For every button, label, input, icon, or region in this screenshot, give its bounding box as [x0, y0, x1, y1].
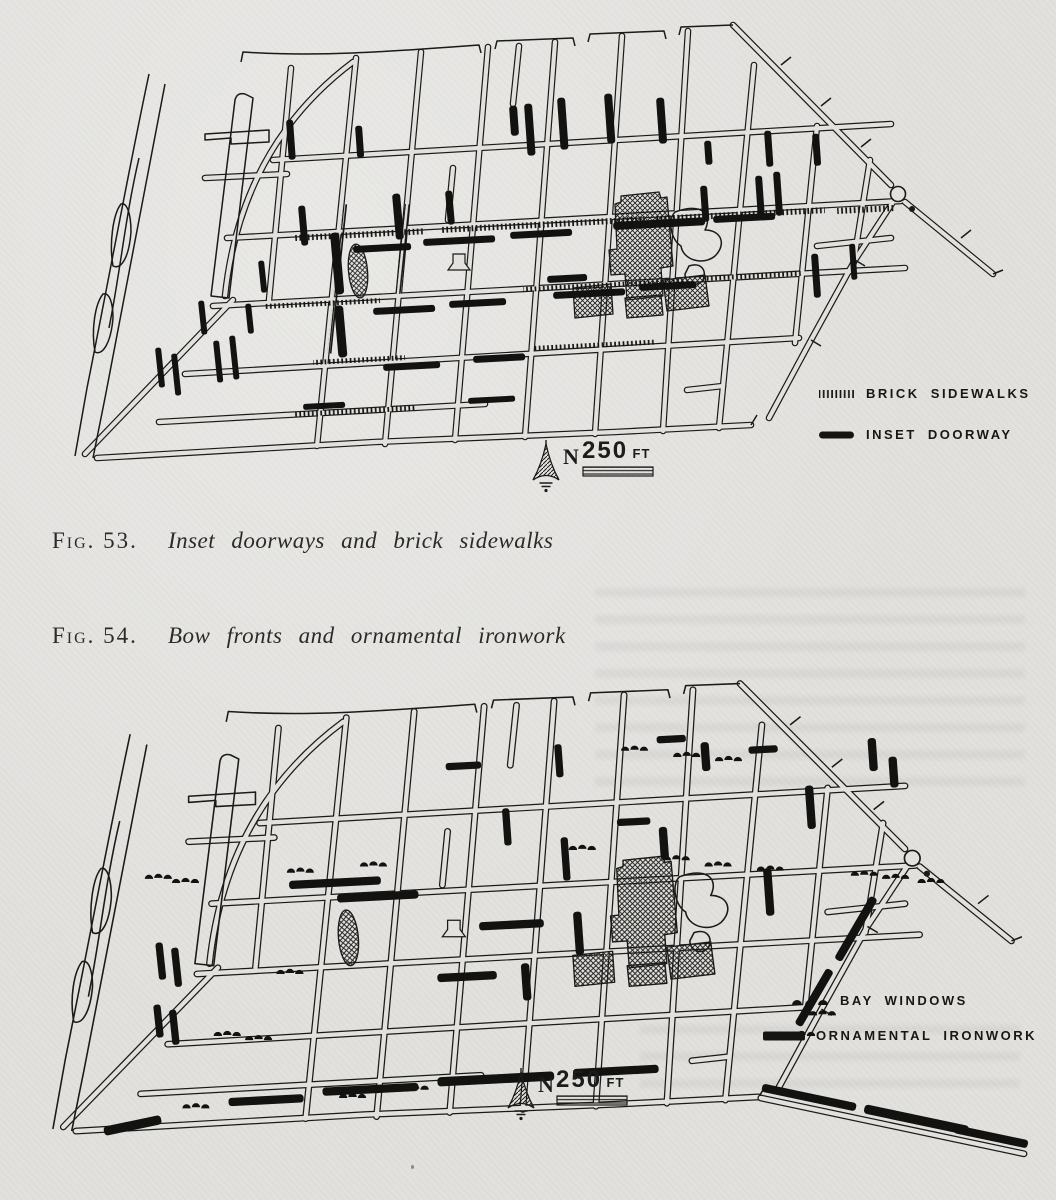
thick-black-bar-icon — [762, 1030, 806, 1042]
paper-speck — [411, 1165, 414, 1169]
legend-row-ornamental-ironwork — [762, 1028, 1037, 1043]
scale-unit: FT — [632, 446, 651, 461]
north-label: N — [538, 1072, 554, 1097]
fig54-scale-bar — [556, 1066, 628, 1106]
legend-label: BAY WINDOWS — [840, 993, 968, 1008]
fig53-legend — [818, 386, 1031, 468]
legend-row-brick-sidewalks — [818, 386, 1031, 401]
north-label: N — [563, 444, 579, 469]
fig53-caption-label: Fig. 53. — [52, 528, 138, 553]
fig53-scale-bar — [582, 437, 654, 477]
legend-label: INSET DOORWAY — [866, 427, 1013, 442]
legend-row-inset-doorway — [818, 427, 1031, 442]
scale-unit: FT — [606, 1075, 625, 1090]
legend-row-bay-windows — [790, 993, 1037, 1008]
scale-rule-icon — [582, 466, 654, 477]
solid-black-bar-icon — [818, 430, 856, 440]
fig54-north-arrow — [506, 1068, 554, 1120]
fig54-caption — [52, 623, 566, 649]
scale-rule-icon — [556, 1095, 628, 1106]
fig54-legend — [762, 993, 1037, 1069]
fig53-caption-title: Inset doorways and brick sidewalks — [167, 528, 554, 553]
north-arrow-icon — [506, 1068, 536, 1120]
bay-window-dots-icon — [790, 995, 830, 1006]
fig53-caption — [52, 528, 553, 554]
brick-hatch-bar-icon — [818, 389, 856, 399]
legend-label: ORNAMENTAL IRONWORK — [816, 1028, 1038, 1043]
scale-value: 250 — [582, 437, 629, 464]
scale-value: 250 — [556, 1066, 603, 1093]
legend-label: BRICK SIDEWALKS — [866, 386, 1031, 401]
north-arrow-icon — [531, 440, 561, 492]
fig53-north-arrow — [531, 440, 579, 492]
fig54-caption-title: Bow fronts and ornamental ironwork — [167, 623, 566, 648]
fig54-caption-label: Fig. 54. — [52, 623, 138, 648]
